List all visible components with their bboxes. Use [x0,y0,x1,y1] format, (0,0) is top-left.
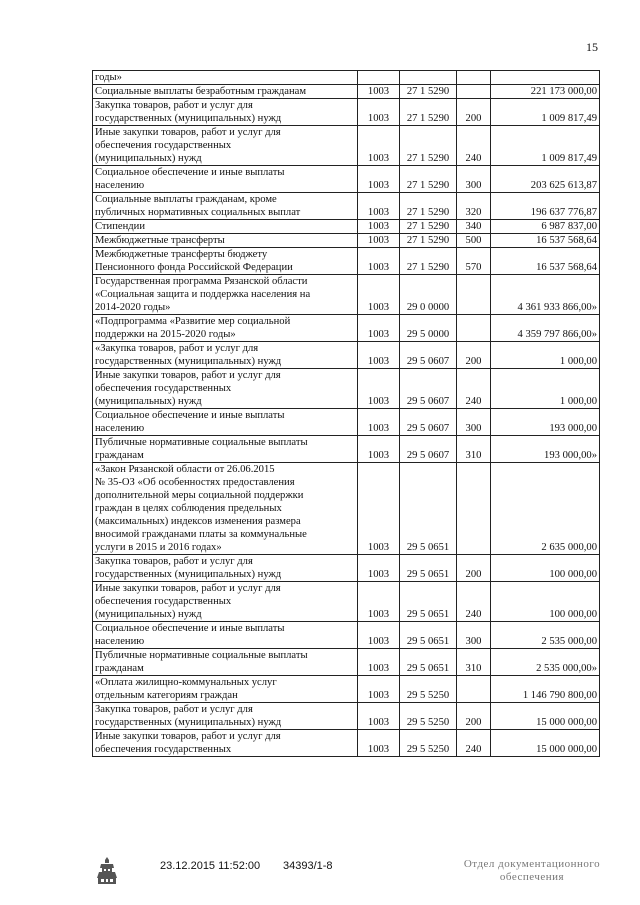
expense-name-line: № 35-ОЗ «Об особенностях предоставления [95,477,295,488]
target-article-cell: 29 5 0607 [400,436,457,463]
expense-kind-cell: 310 [457,649,491,676]
expense-kind-cell: 300 [457,166,491,193]
amount-cell: 221 173 000,00 [491,85,600,99]
expense-name-line: обеспечения государственных [95,596,232,607]
expense-name-line: «Закон Рязанской области от 26.06.2015 [95,464,275,475]
target-article-cell: 27 1 5290 [400,193,457,220]
expense-name-line: государственных (муниципальных) нужд [95,569,282,580]
expense-name-line: Пенсионного фонда Российской Федерации [95,262,293,273]
expense-name-line: (муниципальных) нужд [95,153,202,164]
target-article-cell: 29 5 5250 [400,676,457,703]
expense-name-cell [93,730,358,757]
expense-kind-cell [457,275,491,315]
amount-cell: 196 637 776,87 [491,193,600,220]
amount-cell: 1 000,00 [491,342,600,369]
expense-name-line: Государственная программа Рязанской области [95,276,308,287]
target-article-cell: 29 5 0651 [400,463,457,555]
expense-name-line: Закупка товаров, работ и услуг для [95,100,253,111]
expense-name-line: населению [95,180,145,191]
section-code-cell: 1003 [358,220,400,234]
expense-name-line: Публичные нормативные социальные выплаты [95,650,308,661]
section-code-cell: 1003 [358,703,400,730]
section-code-cell: 1003 [358,126,400,166]
section-code-cell: 1003 [358,99,400,126]
expense-kind-cell: 240 [457,730,491,757]
expense-name-line: государственных (муниципальных) нужд [95,717,282,728]
table-row [93,248,600,275]
target-article-cell: 27 1 5290 [400,85,457,99]
expense-name-cell [93,166,358,193]
expense-kind-cell: 340 [457,220,491,234]
amount-cell: 6 987 837,00 [491,220,600,234]
section-code-cell: 1003 [358,85,400,99]
table-row [93,703,600,730]
expense-name-cell [93,315,358,342]
expense-kind-cell [457,85,491,99]
expense-name-line: гражданам [95,663,144,674]
table-row [93,275,600,315]
expense-name-line: публичных нормативных социальных выплат [95,207,301,218]
expense-kind-cell: 200 [457,99,491,126]
expense-name-cell [93,99,358,126]
expense-name-line: 2014-2020 годы» [95,302,171,313]
target-article-cell: 29 5 0607 [400,409,457,436]
expense-name-line: Стипендии [95,221,145,232]
expense-name-line: (муниципальных) нужд [95,609,202,620]
expense-name-line: Социальные выплаты гражданам, кроме [95,194,277,205]
amount-cell: 193 000,00 [491,409,600,436]
expense-name-line: вносимой гражданами платы за коммунальные [95,529,307,540]
expense-name-line: дополнительной меры социальной поддержки [95,490,304,501]
expense-kind-cell: 200 [457,703,491,730]
expense-kind-cell: 200 [457,555,491,582]
expense-name-cell [93,85,358,99]
amount-cell: 4 359 797 866,00» [491,315,600,342]
expense-kind-cell [457,315,491,342]
expense-name-line: услуги в 2015 и 2016 годах» [95,542,222,553]
section-code-cell: 1003 [358,166,400,193]
expense-name-line: Социальные выплаты безработным гражданам [95,86,307,97]
amount-cell: 15 000 000,00 [491,703,600,730]
amount-cell [491,71,600,85]
table-row [93,85,600,99]
section-code-cell [358,71,400,85]
expense-name-line: Социальное обеспечение и иные выплаты [95,410,285,421]
expense-name-cell [93,126,358,166]
expense-name-line: Закупка товаров, работ и услуг для [95,704,253,715]
table-row [93,71,600,85]
department-stamp [452,858,612,884]
table-row [93,582,600,622]
target-article-cell: 29 5 5250 [400,703,457,730]
expense-name-line: Межбюджетные трансферты [95,235,225,246]
expense-name-line: «Закупка товаров, работ и услуг для [95,343,259,354]
target-article-cell: 29 5 0000 [400,315,457,342]
expense-kind-cell: 200 [457,342,491,369]
coat-of-arms-icon [96,856,118,886]
expense-name-line: «Оплата жилищно-коммунальных услуг [95,677,277,688]
amount-cell: 1 000,00 [491,369,600,409]
page-number: 15 [586,40,598,54]
expense-name-cell [93,234,358,248]
table-row [93,436,600,463]
amount-cell: 15 000 000,00 [491,730,600,757]
target-article-cell: 27 1 5290 [400,166,457,193]
table-row [93,409,600,436]
expense-kind-cell: 570 [457,248,491,275]
expense-name-line: «Подпрограмма «Развитие мер социальной [95,316,291,327]
section-code-cell: 1003 [358,342,400,369]
budget-table [92,70,600,757]
expense-name-line: Иные закупки товаров, работ и услуг для [95,731,281,742]
expense-name-line: государственных (муниципальных) нужд [95,113,282,124]
expense-name-line: граждан в целях соблюдения предельных [95,503,282,514]
section-code-cell: 1003 [358,275,400,315]
amount-cell: 1 146 790 800,00 [491,676,600,703]
expense-name-cell [93,193,358,220]
expense-name-cell [93,248,358,275]
target-article-cell: 27 1 5290 [400,99,457,126]
expense-name-cell [93,649,358,676]
expense-kind-cell [457,676,491,703]
table-row [93,342,600,369]
target-article-cell: 29 5 0607 [400,369,457,409]
expense-name-line: отдельным категориям граждан [95,690,238,701]
table-row [93,126,600,166]
target-article-cell [400,71,457,85]
expense-name-line: населению [95,636,145,647]
target-article-cell: 29 5 0651 [400,649,457,676]
table-row [93,369,600,409]
section-code-cell: 1003 [358,463,400,555]
table-row [93,99,600,126]
target-article-cell: 27 1 5290 [400,234,457,248]
amount-cell: 1 009 817,49 [491,126,600,166]
table-row [93,622,600,649]
expense-name-line: обеспечения государственных [95,140,232,151]
table-row [93,730,600,757]
expense-name-line: (максимальных) индексов изменения размера [95,516,301,527]
target-article-cell: 29 0 0000 [400,275,457,315]
section-code-cell: 1003 [358,730,400,757]
target-article-cell: 29 5 0607 [400,342,457,369]
expense-name-cell [93,622,358,649]
amount-cell: 16 537 568,64 [491,248,600,275]
expense-kind-cell: 300 [457,622,491,649]
table-row [93,220,600,234]
amount-cell: 100 000,00 [491,582,600,622]
expense-name-cell [93,582,358,622]
expense-kind-cell: 300 [457,409,491,436]
expense-name-line: государственных (муниципальных) нужд [95,356,282,367]
expense-name-line: поддержки на 2015-2020 годы» [95,329,236,340]
amount-cell: 1 009 817,49 [491,99,600,126]
expense-name-line: Публичные нормативные социальные выплаты [95,437,308,448]
table-row [93,193,600,220]
section-code-cell: 1003 [358,649,400,676]
expense-kind-cell: 310 [457,436,491,463]
expense-name-line: гражданам [95,450,144,461]
expense-kind-cell: 240 [457,582,491,622]
section-code-cell: 1003 [358,555,400,582]
expense-kind-cell: 240 [457,369,491,409]
table-row [93,315,600,342]
expense-name-cell [93,703,358,730]
expense-name-cell [93,555,358,582]
expense-name-cell [93,436,358,463]
section-code-cell: 1003 [358,436,400,463]
amount-cell: 2 535 000,00» [491,649,600,676]
target-article-cell: 29 5 0651 [400,582,457,622]
expense-name-line: Иные закупки товаров, работ и услуг для [95,583,281,594]
expense-kind-cell [457,71,491,85]
target-article-cell: 29 5 0651 [400,555,457,582]
amount-cell: 4 361 933 866,00» [491,275,600,315]
section-code-cell: 1003 [358,248,400,275]
expense-kind-cell: 500 [457,234,491,248]
target-article-cell: 29 5 0651 [400,622,457,649]
table-row [93,166,600,193]
expense-kind-cell: 320 [457,193,491,220]
target-article-cell: 27 1 5290 [400,126,457,166]
section-code-cell: 1003 [358,369,400,409]
expense-name-cell [93,463,358,555]
amount-cell: 2 535 000,00 [491,622,600,649]
expense-name-line: Социальное обеспечение и иные выплаты [95,623,285,634]
section-code-cell: 1003 [358,315,400,342]
expense-name-cell [93,275,358,315]
expense-name-line: (муниципальных) нужд [95,396,202,407]
target-article-cell: 27 1 5290 [400,220,457,234]
expense-name-line: Закупка товаров, работ и услуг для [95,556,253,567]
expense-name-line: обеспечения государственных [95,744,232,755]
stamp-line-2: обеспечения [499,871,565,883]
table-row [93,463,600,555]
section-code-cell: 1003 [358,193,400,220]
amount-cell: 203 625 613,87 [491,166,600,193]
section-code-cell: 1003 [358,622,400,649]
table-row [93,234,600,248]
expense-kind-cell: 240 [457,126,491,166]
footer-date: 23.12.2015 11:52:00 [160,860,261,872]
expense-name-cell [93,409,358,436]
expense-name-cell [93,71,358,85]
section-code-cell: 1003 [358,234,400,248]
expense-name-cell [93,220,358,234]
section-code-cell: 1003 [358,676,400,703]
expense-name-line: Социальное обеспечение и иные выплаты [95,167,285,178]
stamp-line-1: Отдел документационного [463,858,601,870]
footer-document-code: 34393/1-8 [283,860,333,872]
amount-cell: 16 537 568,64 [491,234,600,248]
table-body [93,71,600,757]
expense-name-cell [93,342,358,369]
expense-name-line: обеспечения государственных [95,383,232,394]
target-article-cell: 27 1 5290 [400,248,457,275]
expense-name-line: Иные закупки товаров, работ и услуг для [95,370,281,381]
target-article-cell: 29 5 5250 [400,730,457,757]
expense-name-line: населению [95,423,145,434]
expense-name-line: годы» [95,72,122,83]
amount-cell: 193 000,00» [491,436,600,463]
expense-name-cell [93,369,358,409]
expense-name-line: «Социальная защита и поддержка населения на [95,289,311,300]
expense-kind-cell [457,463,491,555]
page-footer [0,856,640,896]
table-row [93,555,600,582]
amount-cell: 2 635 000,00 [491,463,600,555]
amount-cell: 100 000,00 [491,555,600,582]
section-code-cell: 1003 [358,582,400,622]
expense-name-line: Межбюджетные трансферты бюджету [95,249,268,260]
expense-name-line: Иные закупки товаров, работ и услуг для [95,127,281,138]
section-code-cell: 1003 [358,409,400,436]
expense-name-cell [93,676,358,703]
table-row [93,676,600,703]
table-row [93,649,600,676]
